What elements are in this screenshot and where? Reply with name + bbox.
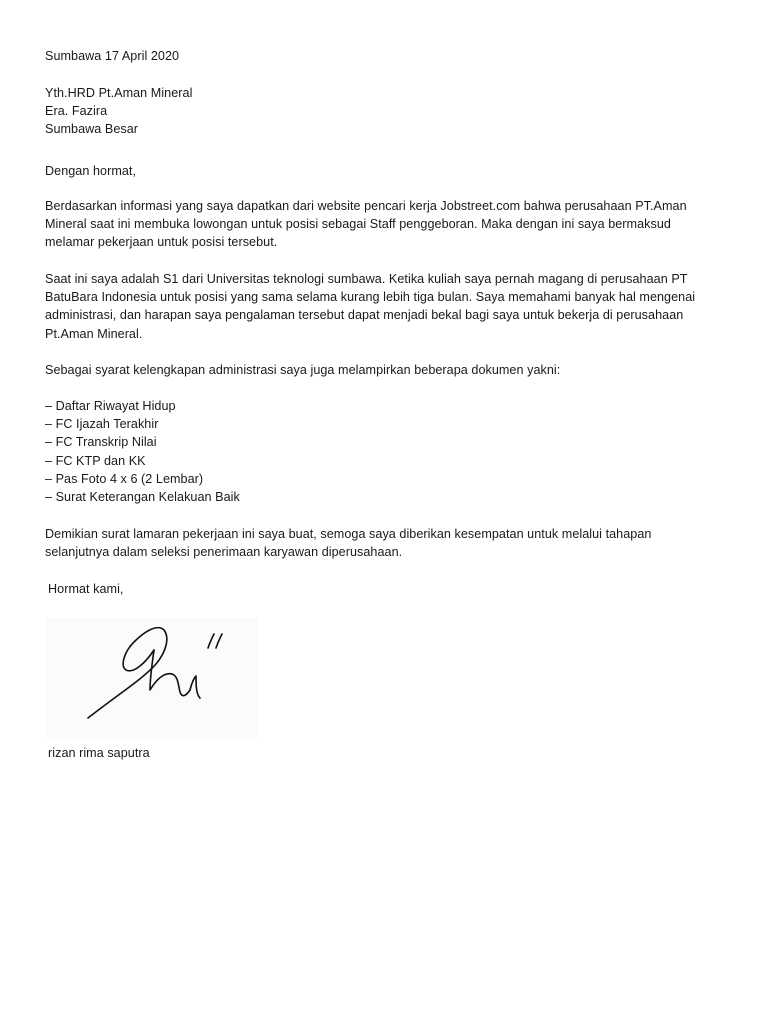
paragraph-line: melamar pekerjaan untuk posisi tersebut. <box>45 235 278 250</box>
paragraph-line: Berdasarkan informasi yang saya dapatkan dari website pencari kerja Jobstreet.com bahwa perusahaan PT.Aman <box>45 199 687 213</box>
list-item: – FC Ijazah Terakhir <box>45 417 159 432</box>
list-item: – Daftar Riwayat Hidup <box>45 399 176 413</box>
paragraph-line: selanjutnya dalam seleksi penerimaan karyawan diperusahaan. <box>45 545 403 560</box>
signature-drawing <box>46 618 258 740</box>
paragraph-line: administrasi, dan harapan saya pengalaman tersebut dapat menjadi bekal bagi saya untuk bekerja di perusahaan <box>45 308 684 323</box>
paragraph-line: Demikian surat lamaran pekerjaan ini saya buat, semoga saya diberikan kesempatan untuk melalui tahapan <box>45 527 652 541</box>
paragraph-background <box>45 270 725 343</box>
recipient-block <box>45 84 725 139</box>
signer-name: rizan rima saputra <box>48 746 150 760</box>
attachments-list <box>45 397 725 506</box>
recipient-line: Yth.HRD Pt.Aman Mineral <box>45 86 193 100</box>
list-item: – FC KTP dan KK <box>45 453 146 468</box>
closing-phrase: Hormat kami, <box>48 582 124 596</box>
paragraph-intro <box>45 197 725 252</box>
paragraph-closing <box>45 525 725 561</box>
paragraph-line: Pt.Aman Mineral. <box>45 326 143 341</box>
recipient-line: Era. Fazira <box>45 104 108 119</box>
recipient-line: Sumbawa Besar <box>45 122 139 137</box>
paragraph-line: BatuBara Indonesia untuk posisi yang sama selama kurang lebih tiga bulan. Saya memahami banyak hal mengenai <box>45 290 696 305</box>
list-item: – FC Transkrip Nilai <box>45 435 157 450</box>
salutation: Dengan hormat, <box>45 164 137 178</box>
list-item: – Pas Foto 4 x 6 (2 Lembar) <box>45 471 204 486</box>
handwritten-signature <box>46 618 258 740</box>
paragraph-line: Saat ini saya adalah S1 dari Universitas teknologi sumbawa. Ketika kuliah saya pernah magang di perusahaan PT <box>45 272 688 286</box>
paragraph-attachments-intro: Sebagai syarat kelengkapan administrasi saya juga melampirkan beberapa dokumen yakni: <box>45 363 561 377</box>
letter-date: Sumbawa 17 April 2020 <box>45 49 180 63</box>
list-item: – Surat Keterangan Kelakuan Baik <box>45 490 240 505</box>
paragraph-line: Mineral saat ini membuka lowongan untuk posisi sebagai Staff penggeboran. Maka dengan ini saya bermaksud <box>45 217 671 232</box>
